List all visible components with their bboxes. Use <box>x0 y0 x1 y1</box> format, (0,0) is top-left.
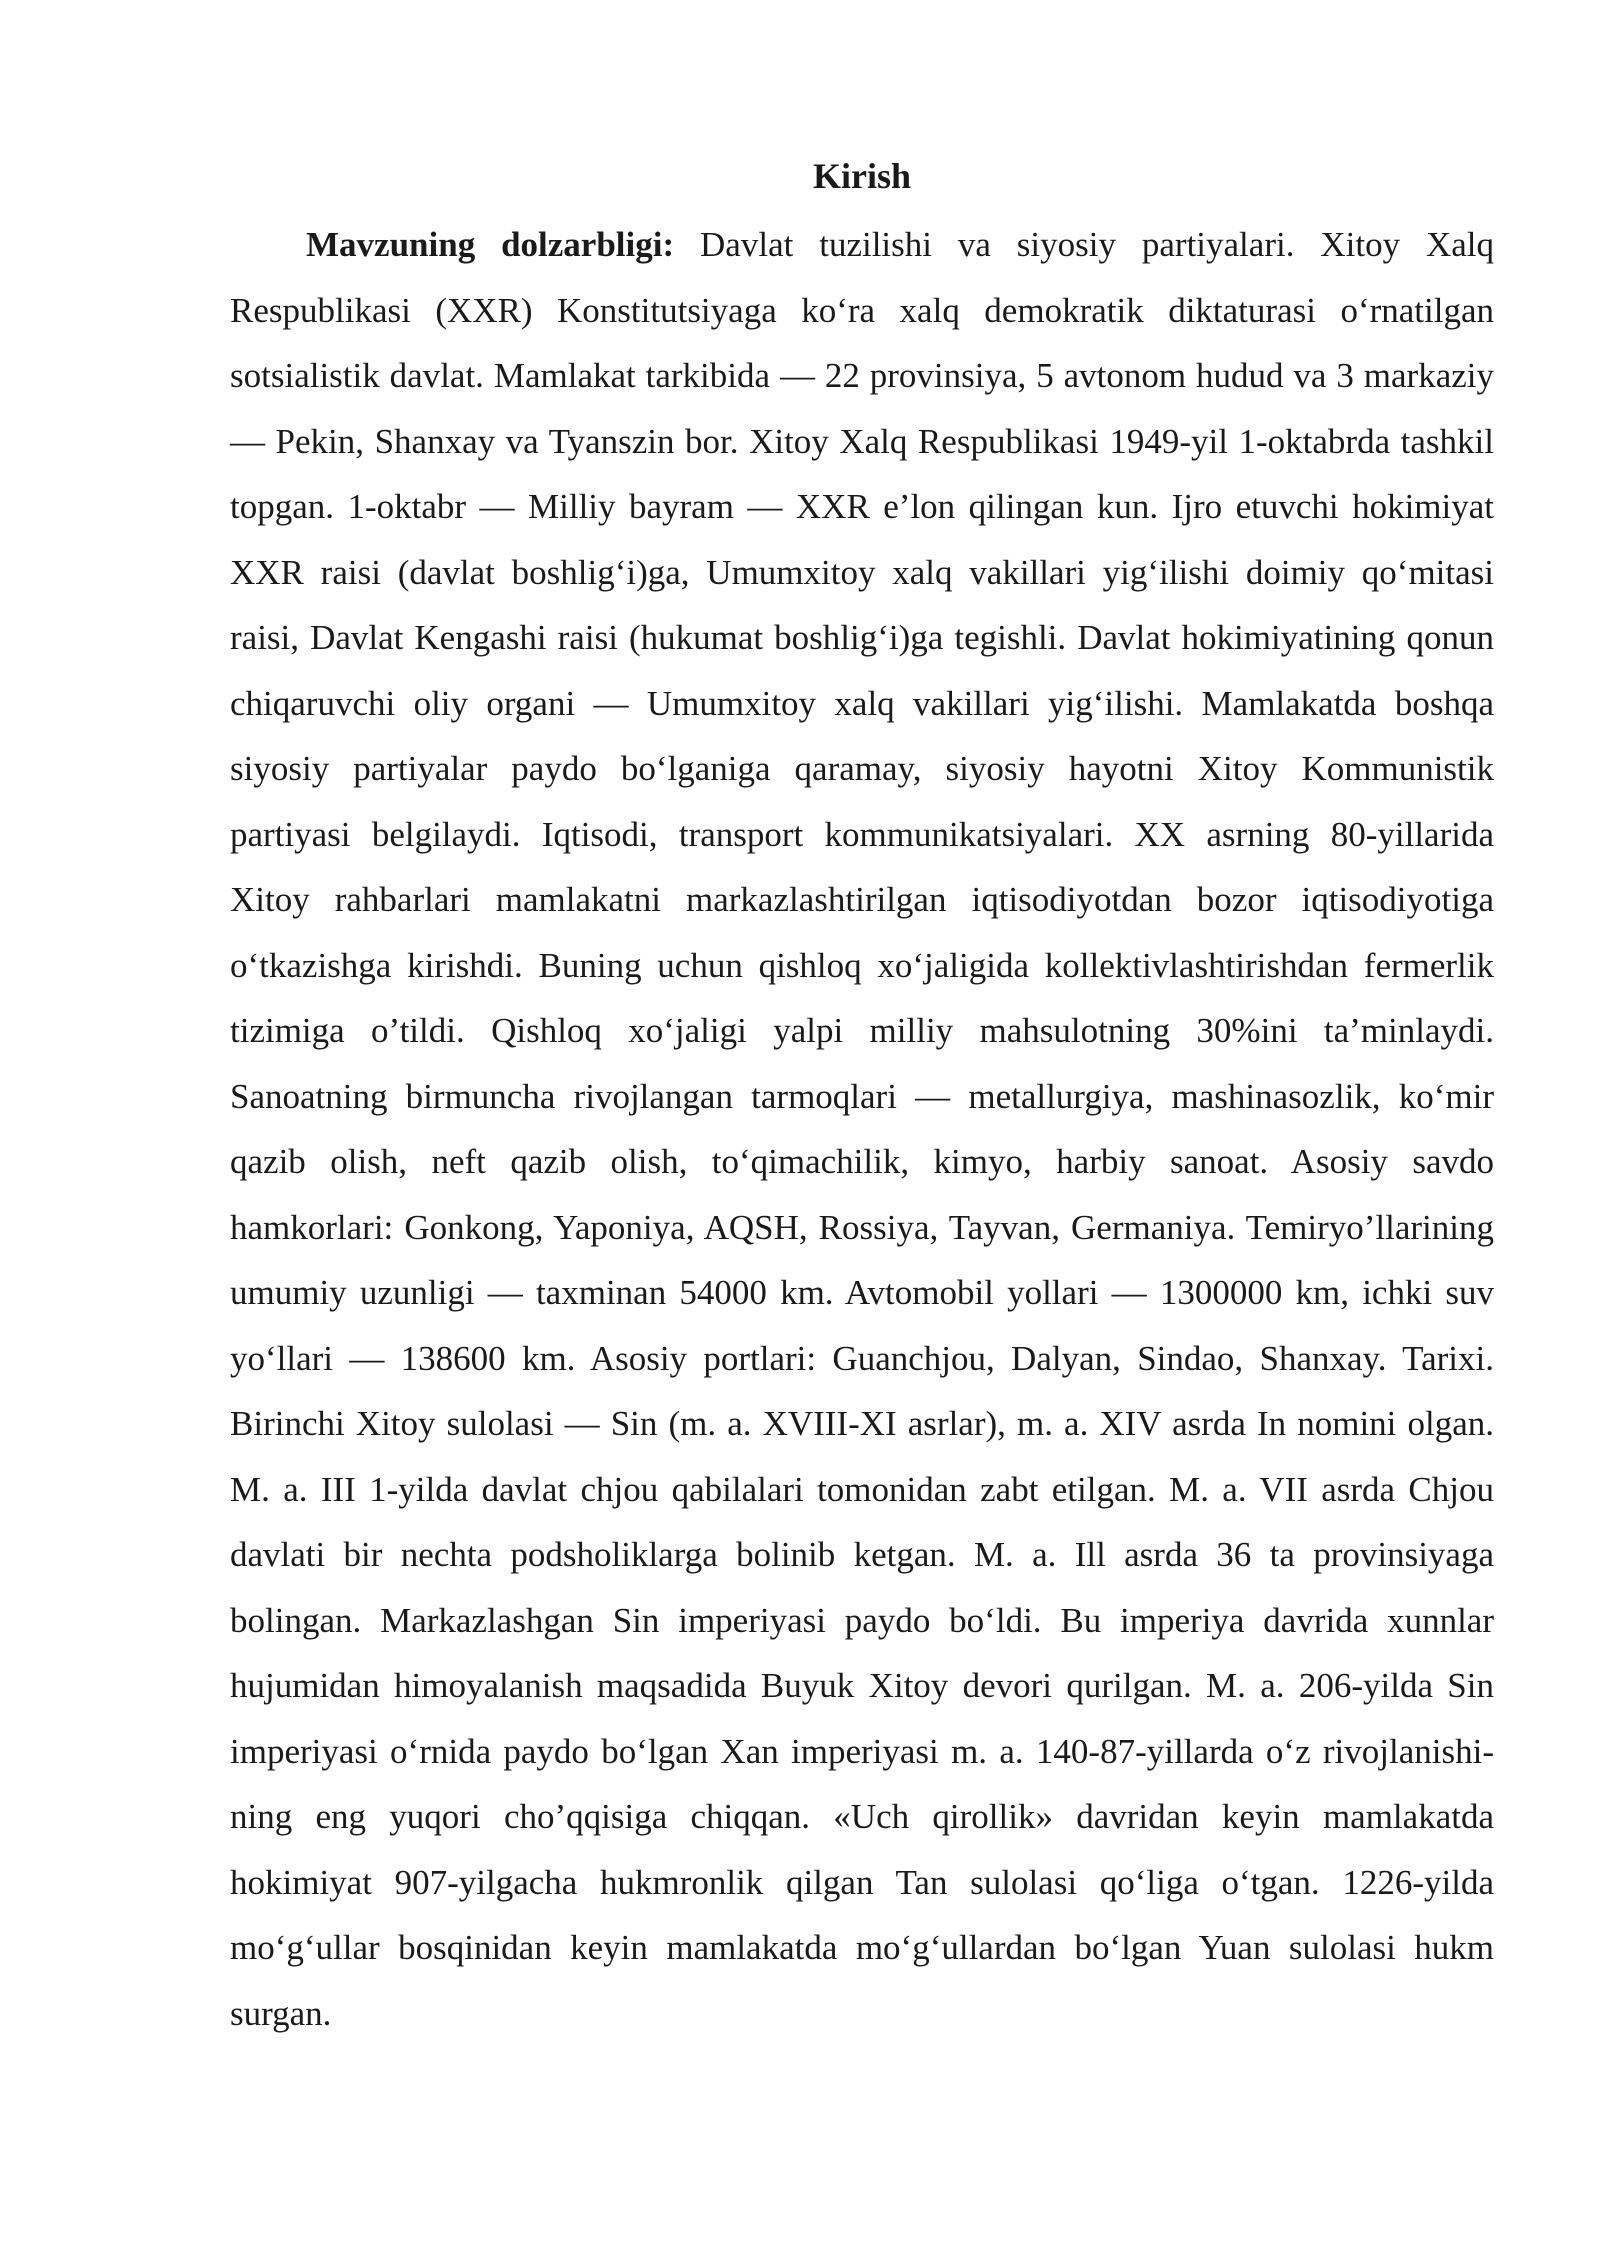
body-paragraph <box>230 212 1494 2046</box>
page-content <box>230 148 1494 2046</box>
lead-phrase: Mavzuning dolzarbligi: <box>306 225 675 264</box>
paragraph-text: Davlat tuzilishi va siyosiy partiyalari. Xitoy Xalq Respublikasi (XXR) Konstitutsiyaga ko‘ra xalq demokratik diktaturasi o‘rnatilgan sotsialistik davlat. Mamlakat tarkibida — 22 provinsiya, 5 avtonom hudud va 3 markaziy — Pekin, Shanxay va Tyanszin bor. Xitoy Xalq Respublikasi 1949-yil 1-oktabrda tashkil topgan. 1-oktabr — Milliy bayram — XXR e’lon qilingan kun. Ijro etuvchi hokimiyat XXR raisi (davlat boshlig‘i)ga, Umumxitoy xalq vakillari yig‘ilishi doimiy qo‘mitasi raisi, Davlat Kengashi raisi (hukumat boshlig‘i)ga tegishli. Davlat hokimiyatining qonun chiqaruvchi oliy organi — Umumxitoy xalq vakillari yig‘ilishi. Mamlakatda boshqa siyosiy partiyalar paydo bo‘lganiga qaramay, siyosiy hayotni Xitoy Kommunistik partiyasi belgilaydi. Iqtisodi, transport kommunikatsiyalari. XX asrning 80-yillarida Xitoy rahbarlari mamlakatni markazlashtirilgan iqtisodiyotdan bozor iqtisodiyotiga o‘tkazishga kirishdi. Buning uchun qishloq xo‘jaligida kollektivlashtirishdan fermerlik tizimiga o’tildi. Qishloq xo‘jaligi yalpi milliy mahsulotning 30%ini ta’minlaydi. Sanoatning birmuncha rivojlangan tarmoqlari — metallurgiya, mashinasozlik, ko‘mir qazib olish, neft qazib olish, to‘qimachilik, kimyo, harbiy sanoat. Asosiy savdo hamkorlari: Gonkong, Yaponiya, AQSH, Rossiya, Tayvan, Germaniya. Temiryo’llarining umumiy uzunligi — taxminan 54000 km. Avtomobil yollari — 1300000 km, ichki suv yo‘llari — 138600 km. Asosiy portlari: Guanchjou, Dalyan, Sindao, Shanxay. Tarixi. Birinchi Xitoy sulolasi — Sin (m. a. XVIII-XI asrlar), m. a. XIV asrda In nomini olgan. M. a. III 1-yilda davlat chjou qabilalari tomonidan zabt etilgan. M. a. VII asrda Chjou davlati bir nechta podsholiklarga bolinib ketgan. M. a. Ill asrda 36 ta provinsiyaga bolingan. Markazlashgan Sin imperiyasi paydo bo‘ldi. Bu imperiya davrida xunnlar hujumidan himoyalanish maqsadida Buyuk Xitoy devori qurilgan. M. a. 206-yilda Sin imperiyasi o‘rnida paydo bo‘lgan Xan imperiyasi m. a. 140-87-yillarda o‘z rivojlanishi- ning eng yuqori cho’qqisiga chiqqan. «Uch qirollik» davridan keyin mamlakatda hokimiyat 907-yilgacha hukmronlik qilgan Tan sulolasi qo‘liga o‘tgan. 1226-yilda mo‘g‘ullar bosqinidan keyin mamlakatda mo‘g‘ullardan bo‘lgan Yuan sulolasi hukm surgan. <box>230 225 1494 2033</box>
page-heading: Kirish <box>812 156 911 196</box>
